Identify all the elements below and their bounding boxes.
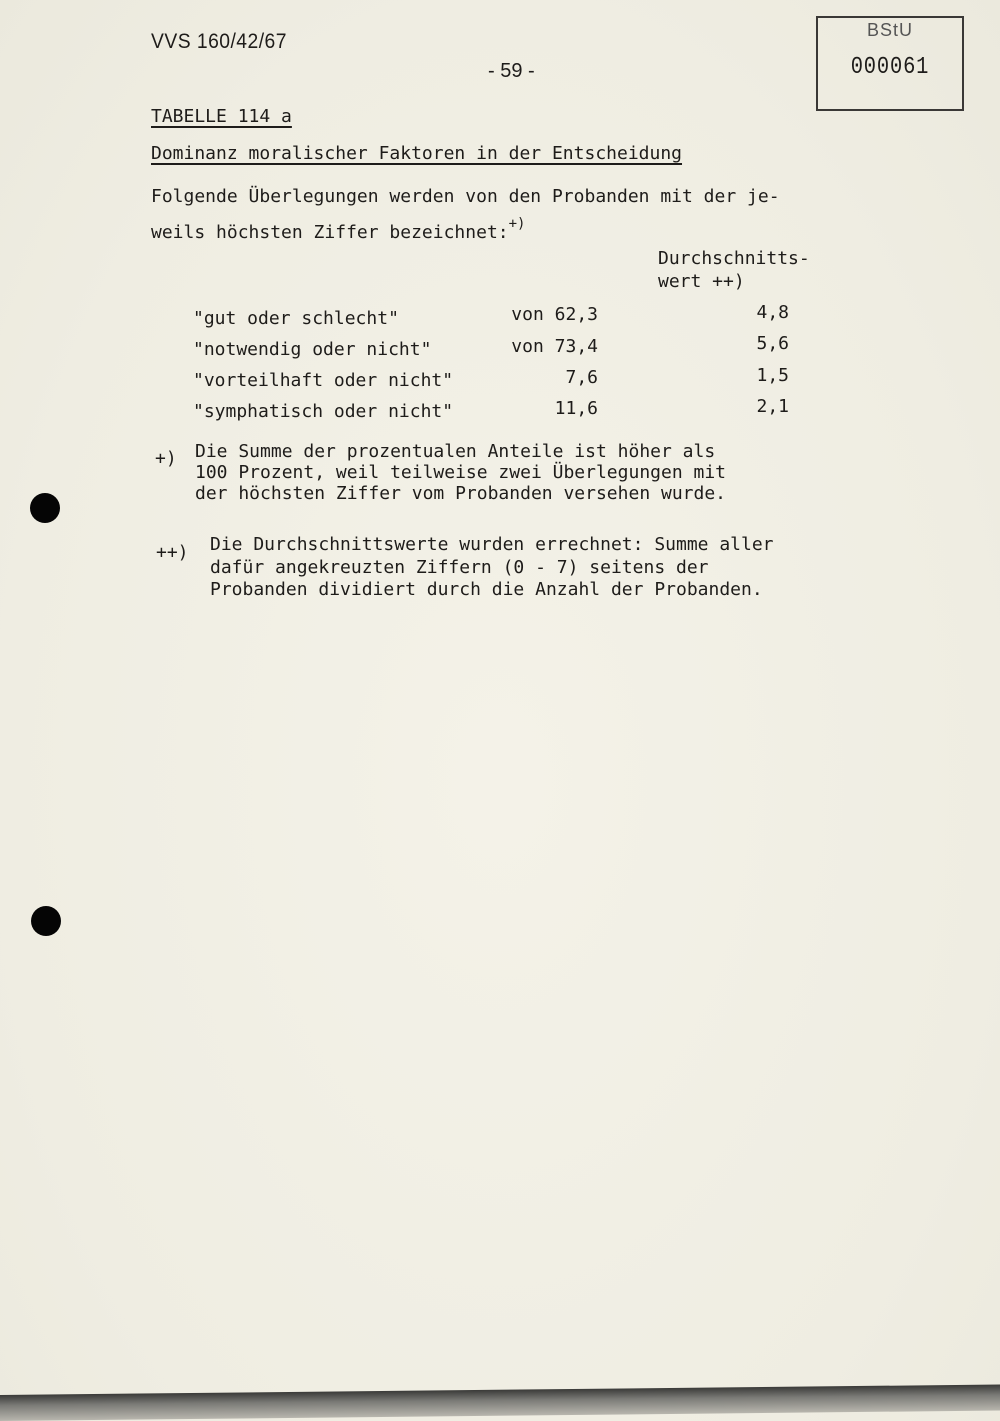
intro-line-2-text: weils höchsten Ziffer bezeichnet: bbox=[151, 222, 509, 243]
footnote-1-line-3: der höchsten Ziffer vom Probanden versehen wurde. bbox=[195, 483, 727, 504]
page-number: - 59 - bbox=[488, 60, 535, 82]
table-row-average: 4,8 bbox=[756, 302, 789, 323]
footnote-2-line-1: Die Durchschnittswerte wurden errechnet: Summe aller bbox=[210, 534, 774, 555]
intro-line-1: Folgende Überlegungen werden von den Probanden mit der je- bbox=[151, 186, 780, 207]
table-row-percent: von 62,3 bbox=[511, 304, 598, 325]
table-row-label: "gut oder schlecht" bbox=[193, 308, 399, 329]
table-row-percent: 7,6 bbox=[565, 367, 598, 388]
archive-stamp bbox=[816, 16, 964, 111]
punch-hole-upper bbox=[30, 493, 60, 523]
footnote-2-line-2: dafür angekreuzten Ziffern (0 - 7) seitens der bbox=[210, 557, 709, 578]
table-label: TABELLE 114 a bbox=[151, 106, 292, 127]
column-header-average-line-1: Durchschnitts- bbox=[658, 248, 810, 269]
column-header-average-line-2: wert ++) bbox=[658, 271, 745, 292]
intro-footnote-mark: +) bbox=[508, 216, 526, 232]
table-row-average: 1,5 bbox=[756, 365, 789, 386]
table-row-percent: von 73,4 bbox=[511, 336, 598, 357]
table-row-average: 5,6 bbox=[756, 333, 789, 354]
stamp-organization: BStU bbox=[866, 20, 913, 40]
table-title: Dominanz moralischer Faktoren in der Entscheidung bbox=[151, 143, 683, 164]
document-reference: VVS 160/42/67 bbox=[151, 30, 287, 53]
table-row-average: 2,1 bbox=[756, 396, 789, 417]
stamp-number: 000061 bbox=[850, 54, 930, 81]
intro-line-2 bbox=[151, 216, 526, 243]
table-row-label: "notwendig oder nicht" bbox=[193, 339, 432, 360]
footnote-2-line-3: Probanden dividiert durch die Anzahl der Probanden. bbox=[210, 579, 763, 600]
footnote-1-line-2: 100 Prozent, weil teilweise zwei Überlegungen mit bbox=[195, 462, 727, 483]
scan-bottom-edge bbox=[0, 1385, 1000, 1421]
table-row-percent: 11,6 bbox=[554, 398, 598, 419]
punch-hole-lower bbox=[31, 906, 61, 936]
footnote-2-mark: ++) bbox=[156, 542, 189, 563]
footnote-1-mark: +) bbox=[155, 448, 177, 469]
footnote-1-line-1: Die Summe der prozentualen Anteile ist höher als bbox=[195, 441, 716, 462]
table-row-label: "symphatisch oder nicht" bbox=[193, 401, 454, 422]
table-row-label: "vorteilhaft oder nicht" bbox=[193, 370, 454, 391]
